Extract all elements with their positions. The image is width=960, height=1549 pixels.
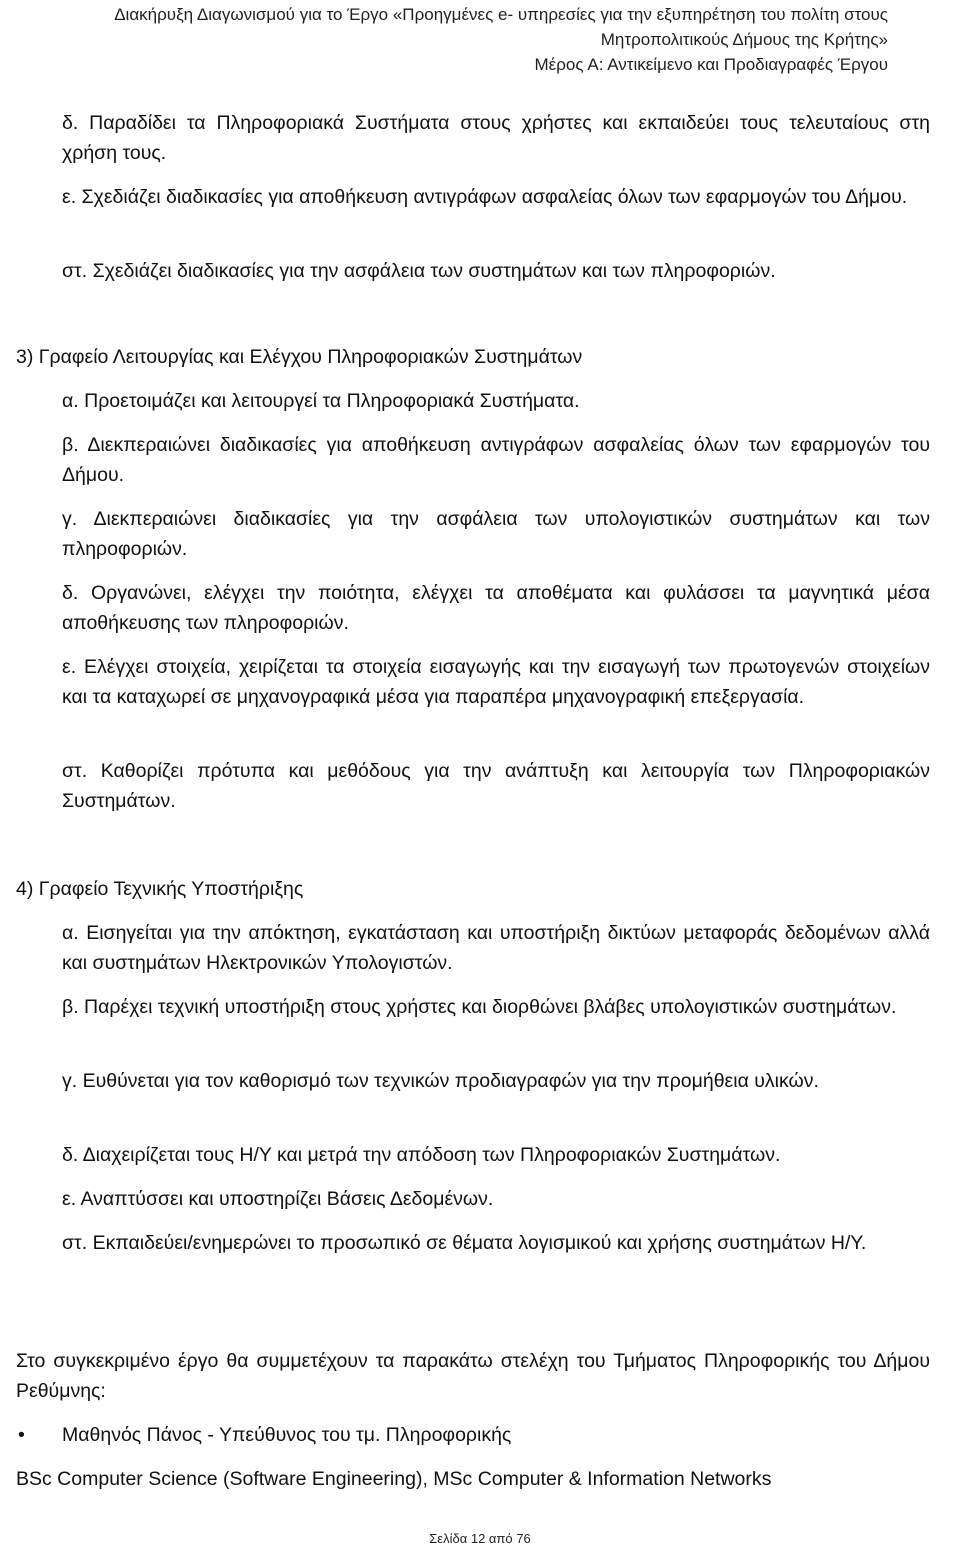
- list-item: β. Διεκπεραιώνει διαδικασίες για αποθήκευση αντιγράφων ασφαλείας όλων των εφαρμογών του Δήμου.: [62, 434, 930, 486]
- bullet-icon: •: [18, 1424, 25, 1446]
- list-item: α. Εισηγείται για την απόκτηση, εγκατάσταση και υποστήριξη δικτύων μεταφοράς δεδομένων αλλά και συστημάτων Ηλεκτρονικών Υπολογιστών.: [62, 922, 930, 974]
- header-line-3: Μέρος Α: Αντικείμενο και Προδιαγραφές Έργου: [534, 55, 888, 74]
- list-item: ε. Σχεδιάζει διαδικασίες για αποθήκευση αντιγράφων ασφαλείας όλων των εφαρμογών του Δήμου.: [62, 186, 908, 208]
- list-item: γ. Διεκπεραιώνει διαδικασίες για την ασφάλεια των υπολογιστικών συστημάτων και των πληροφοριών.: [62, 508, 930, 560]
- staff-degrees: BSc Computer Science (Software Engineering), MSc Computer & Information Networks: [16, 1468, 772, 1490]
- list-item: β. Παρέχει τεχνική υποστήριξη στους χρήστες και διορθώνει βλάβες υπολογιστικών συστημάτων.: [62, 996, 897, 1018]
- page-header: [114, 2, 888, 77]
- header-line-1: Διακήρυξη Διαγωνισμού για το Έργο «Προηγμένες e- υπηρεσίες για την εξυπηρέτηση του πολίτη στους: [114, 5, 888, 24]
- section-3-title: 3) Γραφείο Λειτουργίας και Ελέγχου Πληροφοριακών Συστημάτων: [16, 346, 583, 368]
- list-item: ε. Αναπτύσσει και υποστηρίζει Βάσεις Δεδομένων.: [62, 1188, 494, 1210]
- list-item: γ. Ευθύνεται για τον καθορισμό των τεχνικών προδιαγραφών για την προμήθεια υλικών.: [62, 1070, 819, 1092]
- list-item: στ. Σχεδιάζει διαδικασίες για την ασφάλεια των συστημάτων και των πληροφοριών.: [62, 260, 776, 282]
- list-item: α. Προετοιμάζει και λειτουργεί τα Πληροφοριακά Συστήματα.: [62, 390, 580, 412]
- page-number: Σελίδα 12 από 76: [429, 1531, 531, 1546]
- header-line-2: Μητροπολιτικούς Δήμους της Κρήτης»: [600, 30, 888, 49]
- list-item: δ. Οργανώνει, ελέγχει την ποιότητα, ελέγχει τα αποθέματα και φυλάσσει τα μαγνητικά μέσα αποθήκευσης των πληροφοριών.: [62, 582, 930, 634]
- list-item: δ. Διαχειρίζεται τους Η/Υ και μετρά την απόδοση των Πληροφοριακών Συστημάτων.: [62, 1144, 781, 1166]
- list-item: δ. Παραδίδει τα Πληροφοριακά Συστήματα στους χρήστες και εκπαιδεύει τους τελευταίους στη χρήση τους.: [62, 112, 930, 164]
- staff-member: Μαθηνός Πάνος - Υπεύθυνος του τμ. Πληροφορικής: [62, 1424, 512, 1446]
- list-item: στ. Εκπαιδεύει/ενημερώνει το προσωπικό σε θέματα λογισμικού και χρήσης συστημάτων Η/Υ.: [62, 1232, 867, 1254]
- list-item: ε. Ελέγχει στοιχεία, χειρίζεται τα στοιχεία εισαγωγής και την εισαγωγή των πρωτογενών στοιχείων και τα καταχωρεί σε μηχανογραφικά μέσα για παραπέρα μηχανογραφική επεξεργασία.: [62, 656, 930, 708]
- staff-intro: Στο συγκεκριμένο έργο θα συμμετέχουν τα παρακάτω στελέχη του Τμήματος Πληροφορικής του Δήμου Ρεθύμνης:: [16, 1350, 930, 1402]
- section-4-title: 4) Γραφείο Τεχνικής Υποστήριξης: [16, 878, 304, 900]
- list-item: στ. Καθορίζει πρότυπα και μεθόδους για την ανάπτυξη και λειτουργία των Πληροφοριακών Συστημάτων.: [62, 760, 930, 812]
